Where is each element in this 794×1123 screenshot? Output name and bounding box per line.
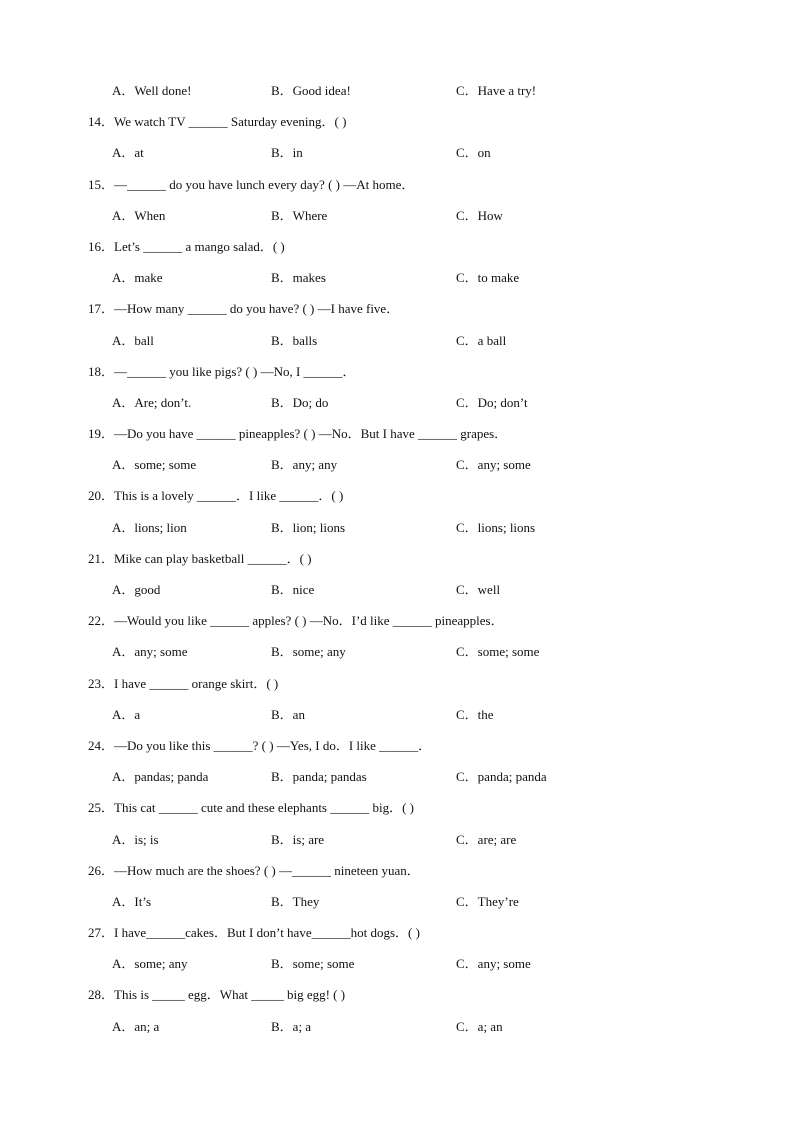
option-c: C．panda; panda [456,769,547,785]
options-row-28 [0,1017,794,1048]
options-row-18 [0,393,794,424]
options-row-17 [0,331,794,362]
option-c: C．some; some [456,644,540,660]
option-a: A．is; is [112,831,159,847]
option-b: B．panda; pandas [271,769,367,785]
question-18: 18．—______ you like pigs? ( ) —No, I ______． [88,363,356,379]
option-b: B．makes [271,270,326,286]
option-a: A．some; some [112,457,197,473]
option-b: B．any; any [271,457,338,473]
option-b: B．is; are [271,831,325,847]
option-a: A．It’s [112,893,152,909]
question-25: 25．This cat ______ cute and these elephants ______ big．( ) [88,800,415,816]
options-row-13 [0,81,794,112]
question-15: 15．—______ do you have lunch every day? ( ) —At home． [88,176,415,192]
question-27: 27．I have______cakes．But I don’t have______hot dogs．( ) [88,925,420,941]
question-23: 23．I have ______ orange skirt．( ) [88,675,279,691]
option-c: C．any; some [456,956,531,972]
options-row-22 [0,642,794,673]
option-b: B．balls [271,332,318,348]
option-c: C．Have a try! [456,83,537,98]
option-a: A．Well done! [112,83,192,98]
option-c: C．any; some [456,457,531,473]
question-26: 26．—How much are the shoes? ( ) —______ nineteen yuan． [88,862,420,878]
option-c: C．How [456,207,503,223]
option-b: B．a; a [271,1018,312,1034]
options-row-14 [0,143,794,174]
option-a: A．lions; lion [112,519,187,535]
option-a: A．at [112,145,144,161]
question-21: 21．Mike can play basketball ______．( ) [88,550,312,566]
options-row-25 [0,830,794,861]
options-row-24 [0,767,794,798]
option-b: B．some; some [271,956,355,972]
question-24: 24．—Do you like this ______? ( ) —Yes, I do．I like ______． [88,737,432,753]
options-row-23 [0,705,794,736]
question-14: 14．We watch TV ______ Saturday evening．( ) [88,114,347,130]
question-22: 22．—Would you like ______ apples? ( ) —No．I’d like ______ pineapples． [88,613,504,629]
options-row-19 [0,455,794,486]
option-a: A．Are; don’t. [112,394,192,410]
question-list [0,81,794,1048]
option-b: B．lion; lions [271,519,346,535]
option-c: C．a; an [456,1018,503,1034]
option-b: B．in [271,145,303,161]
question-28: 28．This is _____ egg．What _____ big egg! ( ) [88,987,346,1003]
option-c: C．on [456,145,491,161]
option-a: A．a [112,706,141,722]
option-c: C．are; are [456,831,517,847]
option-a: A．When [112,207,166,223]
option-c: C．They’re [456,893,519,909]
question-20: 20．This is a lovely ______．I like ______．( ) [88,488,344,504]
question-16: 16．Let’s ______ a mango salad．( ) [88,238,285,254]
option-c: C．to make [456,270,520,286]
option-a: A．any; some [112,644,188,660]
option-c: C．lions; lions [456,519,536,535]
options-row-15 [0,206,794,237]
question-19: 19．—Do you have ______ pineapples? ( ) —No．But I have ______ grapes． [88,426,508,442]
options-row-20 [0,518,794,549]
options-row-27 [0,954,794,985]
option-c: C．a ball [456,332,507,348]
option-c: C．well [456,582,501,597]
options-row-21 [0,580,794,611]
option-b: B．an [271,706,305,722]
option-a: A．make [112,270,163,286]
option-a: A．an; a [112,1018,160,1034]
options-row-16 [0,268,794,299]
options-row-26 [0,892,794,923]
question-17: 17．—How many ______ do you have? ( ) —I have five． [88,301,400,317]
option-c: C．Do; don’t [456,394,528,410]
option-a: A．ball [112,332,154,348]
option-a: A．some; any [112,956,188,972]
option-c: C．the [456,706,494,722]
option-b: B．Do; do [271,394,329,410]
option-b: B．nice [271,582,315,597]
option-b: B．They [271,893,320,909]
option-a: A．pandas; panda [112,769,209,785]
option-a: A．good [112,582,161,597]
option-b: B．Where [271,207,328,223]
option-b: B．Good idea! [271,83,351,98]
option-b: B．some; any [271,644,346,660]
